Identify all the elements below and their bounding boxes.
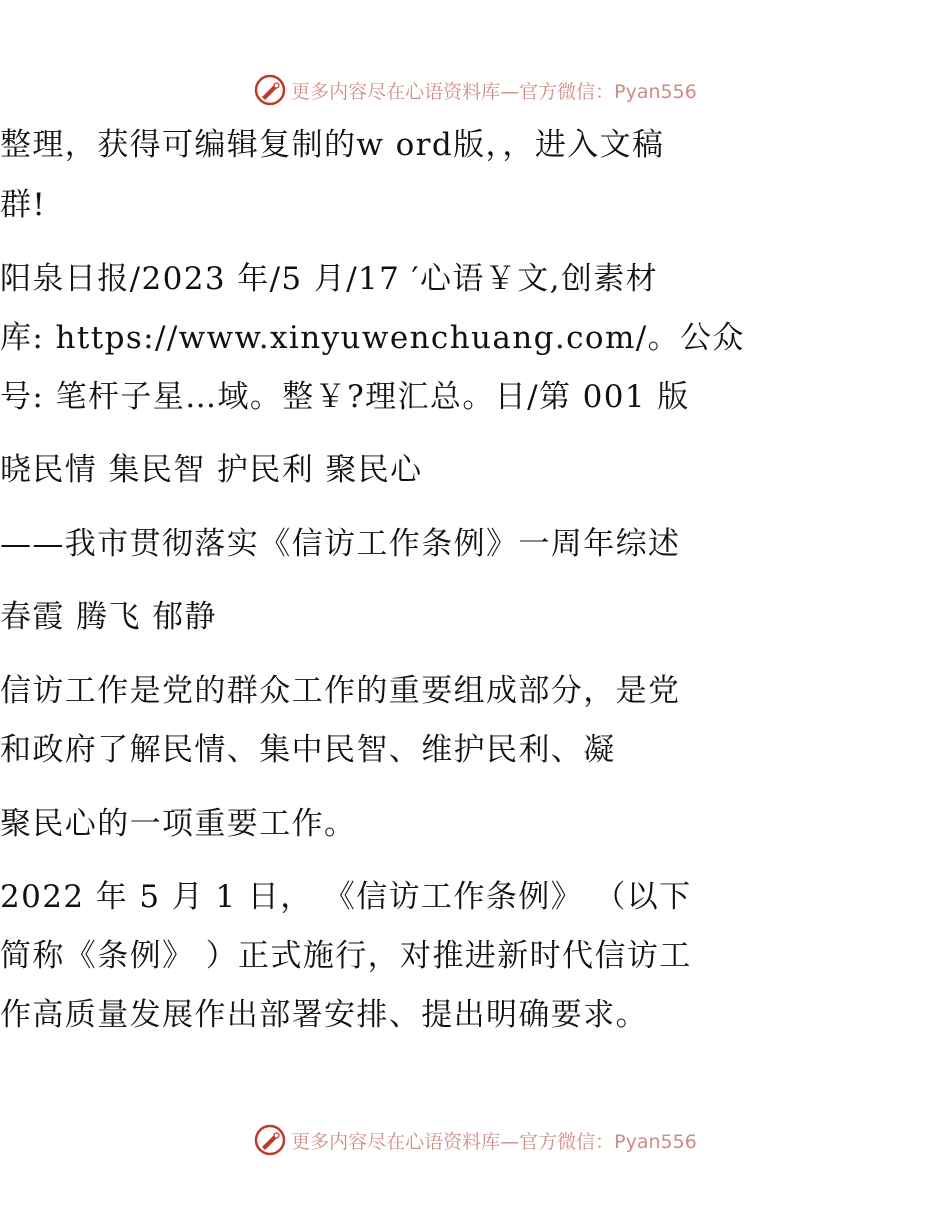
text-line: 整理，获得可编辑复制的w ord版，，进入文稿 bbox=[0, 127, 665, 163]
text-line: 作高质量发展作出部署安排、提出明确要求。 bbox=[0, 997, 648, 1033]
text-line: 简称《条例》 ）正式施行，对推进新时代信访工 bbox=[0, 938, 692, 974]
text-line: ——我市贯彻落实《信访工作条例》一周年综述 bbox=[0, 526, 681, 562]
pen-nib-logo-icon bbox=[253, 1123, 287, 1157]
header-watermark bbox=[0, 72, 950, 108]
watermark-text: 更多内容尽在心语资料库—官方微信：Pyan556 bbox=[291, 1130, 697, 1153]
footer-watermark bbox=[0, 1122, 950, 1158]
text-line: 阳泉日报/2023 年/5 月/17 ′心语￥文,创素材 bbox=[0, 261, 659, 297]
text-line: 群! bbox=[0, 187, 47, 223]
text-line: 库: https://www.xinyuwenchuang.com/。公众 bbox=[0, 320, 745, 356]
text-line: 春霞 腾飞 郁静 bbox=[0, 599, 217, 635]
text-line: 晓民情 集民智 护民利 聚民心 bbox=[0, 452, 423, 488]
pen-nib-logo-icon bbox=[253, 73, 287, 107]
text-line: 聚民心的一项重要工作。 bbox=[0, 806, 357, 842]
text-line: 信访工作是党的群众工作的重要组成部分，是党 bbox=[0, 673, 681, 709]
text-line: 和政府了解民情、集中民智、维护民利、凝 bbox=[0, 732, 616, 768]
text-line: 2022 年 5 月 1 日， 《信访工作条例》 （以下 bbox=[0, 879, 692, 915]
text-line: 号: 笔杆子星…域。整￥?理汇总。日/第 001 版 bbox=[0, 379, 690, 415]
watermark-text: 更多内容尽在心语资料库—官方微信：Pyan556 bbox=[291, 80, 697, 103]
